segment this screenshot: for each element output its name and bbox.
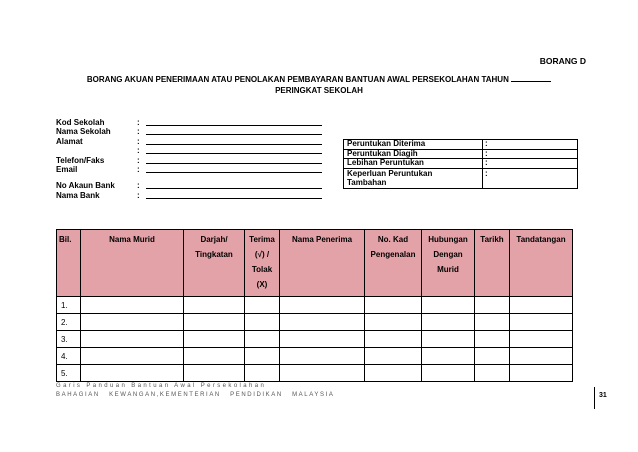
header-nama-penerima: Nama Penerima [280, 230, 365, 297]
header-darjah-line-2: Tingkatan [195, 250, 233, 259]
cell-tarikh[interactable] [475, 365, 510, 382]
cell-nama-penerima[interactable] [280, 297, 365, 314]
cell-tarikh[interactable] [475, 297, 510, 314]
table-row [57, 297, 573, 314]
kod-sekolah-input[interactable] [146, 119, 322, 126]
cell-darjah[interactable] [184, 348, 245, 365]
cell-darjah[interactable] [184, 331, 245, 348]
cell-terima[interactable] [245, 297, 280, 314]
field-colon: : [137, 165, 140, 174]
cell-darjah[interactable] [184, 365, 245, 382]
cell-nama-penerima[interactable] [280, 365, 365, 382]
peruntukan-diagih-input[interactable] [493, 149, 578, 159]
header-terima-line-3: Tolak [251, 265, 273, 274]
field-alamat [56, 136, 322, 146]
field-label: Nama Bank [56, 190, 100, 200]
cell-tarikh[interactable] [475, 348, 510, 365]
field-no-akaun-bank [56, 174, 322, 190]
row-number: 2. [57, 314, 81, 331]
allocation-row [344, 168, 578, 188]
header-nama-murid: Nama Murid [81, 230, 184, 297]
allocation-colon: : [483, 140, 494, 150]
cell-hubungan[interactable] [422, 348, 475, 365]
allocation-label-line-2: Tambahan [347, 178, 387, 187]
header-terima-line-4: (X) [256, 280, 268, 289]
header-no-kad-line-2: Pengenalan [370, 250, 416, 259]
title-line-2: PERINGKAT SEKOLAH [275, 86, 363, 95]
header-hubungan-line-2: Dengan [433, 250, 463, 259]
field-colon: : [137, 136, 140, 146]
cell-darjah[interactable] [184, 314, 245, 331]
header-darjah [184, 230, 245, 297]
cell-nama-murid[interactable] [81, 331, 184, 348]
cell-terima[interactable] [245, 331, 280, 348]
cell-no-kad[interactable] [365, 348, 422, 365]
cell-tandatangan[interactable] [510, 331, 573, 348]
field-label: Email [56, 165, 78, 174]
footer-line-2: BAHAGIAN KEWANGAN,KEMENTERIAN PENDIDIKAN MALAYSIA [56, 392, 335, 398]
table-header-row [57, 230, 573, 297]
form-code: BORANG D [539, 56, 586, 66]
allocation-colon: : [483, 149, 494, 159]
student-table [56, 229, 573, 382]
cell-nama-murid[interactable] [81, 365, 184, 382]
page-number: 31 [599, 392, 607, 399]
header-darjah-line-1: Darjah/ [200, 235, 228, 244]
allocation-row [344, 159, 578, 169]
allocation-table [343, 139, 578, 189]
cell-no-kad[interactable] [365, 314, 422, 331]
cell-tarikh[interactable] [475, 331, 510, 348]
cell-nama-murid[interactable] [81, 314, 184, 331]
field-nama-sekolah [56, 127, 322, 137]
table-row [57, 331, 573, 348]
footer [56, 382, 334, 400]
table-row [57, 314, 573, 331]
lebihan-peruntukan-input[interactable] [493, 159, 578, 169]
allocation-colon: : [483, 159, 494, 169]
cell-tandatangan[interactable] [510, 297, 573, 314]
field-label: Nama Sekolah [56, 127, 111, 136]
footer-line-1: Garis Panduan Bantuan Awal Persekolahan [56, 383, 267, 389]
cell-tandatangan[interactable] [510, 314, 573, 331]
title-line-1: BORANG AKUAN PENERIMAAN ATAU PENOLAKAN PEMBAYARAN BANTUAN AWAL PERSEKOLAHAN TAHUN [86, 75, 509, 84]
field-label: No Akaun Bank [56, 181, 115, 190]
row-number: 1. [57, 297, 81, 314]
field-label: Kod Sekolah [56, 117, 105, 127]
cell-hubungan[interactable] [422, 331, 475, 348]
allocation-label [344, 168, 483, 188]
cell-tarikh[interactable] [475, 314, 510, 331]
cell-no-kad[interactable] [365, 365, 422, 382]
form-title [56, 74, 582, 96]
header-terima-line-1: Terima [249, 235, 275, 244]
cell-no-kad[interactable] [365, 331, 422, 348]
cell-hubungan[interactable] [422, 365, 475, 382]
cell-tandatangan[interactable] [510, 348, 573, 365]
cell-terima[interactable] [245, 314, 280, 331]
cell-nama-penerima[interactable] [280, 314, 365, 331]
table-row [57, 348, 573, 365]
allocation-label: Lebihan Peruntukan [344, 159, 483, 169]
field-label: Alamat [56, 136, 83, 146]
telefon-faks-input[interactable] [146, 157, 322, 164]
no-akaun-bank-input[interactable] [146, 182, 322, 189]
row-number: 4. [57, 348, 81, 365]
allocation-label: Peruntukan Diagih [344, 149, 483, 159]
cell-nama-murid[interactable] [81, 348, 184, 365]
cell-hubungan[interactable] [422, 314, 475, 331]
cell-no-kad[interactable] [365, 297, 422, 314]
header-no-kad-line-1: No. Kad [377, 235, 409, 244]
field-colon: : [137, 146, 140, 155]
row-number: 5. [57, 365, 81, 382]
header-hubungan-line-3: Murid [437, 265, 459, 274]
row-number: 3. [57, 331, 81, 348]
alamat-input-line-1[interactable] [146, 138, 322, 145]
header-terima [245, 230, 280, 297]
cell-nama-murid[interactable] [81, 297, 184, 314]
allocation-label: Peruntukan Diterima [344, 140, 483, 150]
header-hubungan [422, 230, 475, 297]
cell-tandatangan[interactable] [510, 365, 573, 382]
field-colon: : [137, 117, 140, 127]
header-terima-line-2: (√) / [254, 250, 270, 259]
field-colon: : [137, 155, 140, 165]
field-alamat-cont [56, 146, 322, 156]
table-row [57, 365, 573, 382]
field-kod-sekolah [56, 117, 322, 127]
cell-darjah[interactable] [184, 297, 245, 314]
year-blank[interactable] [511, 74, 551, 82]
header-tandatangan: Tandatangan [510, 230, 573, 297]
cell-nama-penerima[interactable] [280, 348, 365, 365]
field-colon: : [137, 127, 140, 136]
header-tarikh: Tarikh [475, 230, 510, 297]
nama-bank-input[interactable] [146, 192, 322, 199]
school-info-fields [56, 117, 322, 200]
cell-terima[interactable] [245, 365, 280, 382]
field-telefon-faks [56, 155, 322, 165]
field-email [56, 165, 322, 175]
header-no-kad [365, 230, 422, 297]
field-label: Telefon/Faks [56, 155, 105, 165]
field-nama-bank [56, 190, 322, 200]
email-input[interactable] [146, 166, 322, 173]
header-hubungan-line-1: Hubungan [428, 235, 468, 244]
nama-sekolah-input[interactable] [146, 128, 322, 135]
allocation-row [344, 140, 578, 150]
peruntukan-diterima-input[interactable] [493, 140, 578, 150]
field-colon: : [137, 190, 140, 200]
keperluan-peruntukan-tambahan-input[interactable] [493, 168, 578, 188]
header-bil: Bil. [57, 230, 81, 297]
cell-nama-penerima[interactable] [280, 331, 365, 348]
alamat-input-line-2[interactable] [146, 147, 322, 154]
cell-hubungan[interactable] [422, 297, 475, 314]
page-number-divider [594, 387, 595, 409]
cell-terima[interactable] [245, 348, 280, 365]
field-colon: : [137, 181, 140, 190]
allocation-label-line-1: Keperluan Peruntukan [347, 168, 433, 178]
allocation-colon: : [483, 168, 494, 188]
